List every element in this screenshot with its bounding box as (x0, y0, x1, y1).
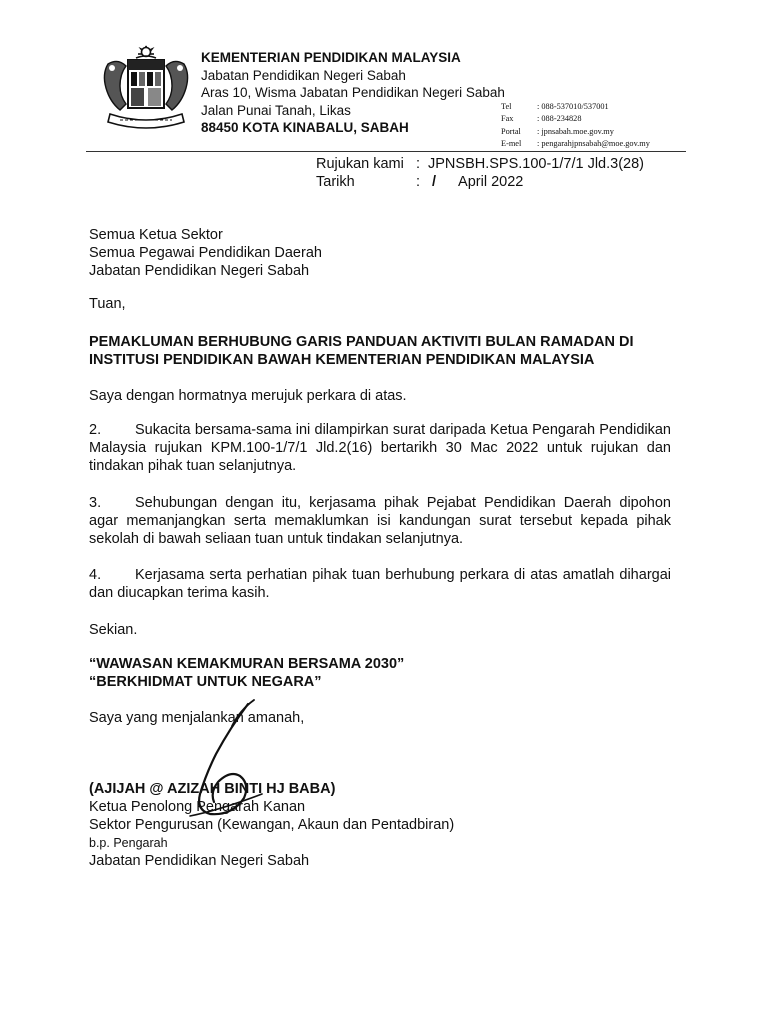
recipient-line: Jabatan Pendidikan Negeri Sabah (89, 263, 310, 279)
letter-subject: PEMAKLUMAN BERHUBUNG GARIS PANDUAN AKTIVITI BULAN RAMADAN DI INSTITUSI PENDIDIKAN BAWAH KEMENTERIAN PENDIDIKAN MALAYSIA (89, 334, 634, 368)
signer-department: Jabatan Pendidikan Negeri Sabah (89, 853, 310, 869)
paragraph-number: 3. (89, 495, 102, 511)
paragraph-text: Sukacita bersama-sama ini dilampirkan surat daripada Ketua Pengarah Pendidikan Malaysia rujukan KPM.100-1/7/1 Jld.2(16) bertarikh 30 Mac 2022 untuk rujukan dan tindakan pihak tuan selanjutnya. (89, 422, 671, 474)
saya-yang-line: Saya yang menjalankan amanah, (89, 710, 305, 726)
paragraph-text: Kerjasama serta perhatian pihak tuan berhubung perkara di atas amatlah dihargai dan diucapkan terima kasih. (89, 567, 671, 601)
paragraph-1: Saya dengan hormatnya merujuk perkara di atas. (89, 388, 407, 404)
reference-separator: : (416, 156, 421, 172)
contact-row-tel (501, 101, 650, 113)
letterhead-divider (86, 151, 686, 152)
signer-title: Ketua Penolong Pengarah Kanan (89, 799, 306, 815)
contact-label: Portal (501, 126, 521, 136)
contact-row-portal (501, 126, 650, 138)
address-line-2: Jalan Punai Tanah, Likas (201, 102, 351, 118)
contact-value: : 088-234828 (537, 114, 582, 124)
reference-row (316, 155, 644, 173)
contact-value: : jpnsabah.moe.gov.my (537, 126, 614, 136)
letterhead-contact (501, 101, 650, 151)
reference-number: JPNSBH.SPS.100-1/7/1 Jld.3(28) (428, 156, 644, 172)
address-line-1: Aras 10, Wisma Jabatan Pendidikan Negeri Sabah (201, 85, 505, 100)
malaysia-crest-logo (98, 44, 194, 132)
contact-label: Tel (501, 102, 512, 111)
closing: Sekian. (89, 622, 138, 638)
contact-value: : 088-537010/537001 (537, 102, 609, 111)
motto-line: “WAWASAN KEMAKMURAN BERSAMA 2030” (89, 656, 405, 672)
handwritten-signature (170, 698, 290, 828)
date-row (316, 173, 644, 191)
recipient-line: Semua Ketua Sektor (89, 227, 223, 243)
paragraph-number: 2. (89, 422, 102, 438)
salutation: Tuan, (89, 296, 126, 312)
date-label: Tarikh (316, 174, 355, 190)
reference-block (316, 155, 644, 191)
motto-line: “BERKHIDMAT UNTUK NEGARA” (89, 674, 322, 690)
department-name: Jabatan Pendidikan Negeri Sabah (201, 67, 406, 83)
contact-label: Fax (501, 114, 514, 124)
signer-name: (AJIJAH @ AZIZAH BINTI HJ BABA) (89, 781, 336, 797)
date-day-handwritten: / (432, 174, 437, 190)
recipient-line: Semua Pegawai Pendidikan Daerah (89, 245, 322, 261)
date-value: April 2022 (458, 174, 524, 190)
date-separator: : (416, 174, 421, 190)
paragraph-4 (89, 566, 671, 602)
signer-sector: Sektor Pengurusan (Kewangan, Akaun dan Pentadbiran) (89, 817, 455, 833)
letterhead-organisation (201, 49, 505, 137)
paragraph-text: Sehubungan dengan itu, kerjasama pihak Pejabat Pendidikan Daerah dipohon agar memanjangkan serta memaklumkan isi kandungan surat tersebut kepada pihak sekolah di bawah seliaan tuan untuk tindakan selanjutnya. (89, 495, 671, 547)
motto-block (89, 655, 671, 691)
contact-value: : pengarahjpnsabah@moe.gov.my (537, 139, 650, 149)
contact-label: E-mel (501, 139, 522, 149)
recipient-block (89, 226, 671, 280)
paragraph-2 (89, 421, 671, 475)
postcode-city: 88450 KOTA KINABALU, SABAH (201, 120, 409, 135)
contact-row-fax (501, 113, 650, 125)
signer-bp: b.p. Pengarah (89, 836, 168, 850)
paragraph-number: 4. (89, 567, 102, 583)
contact-row-email (501, 138, 650, 150)
paragraph-3 (89, 494, 671, 548)
ministry-name: KEMENTERIAN PENDIDIKAN MALAYSIA (201, 50, 461, 65)
reference-label: Rujukan kami (316, 156, 404, 172)
